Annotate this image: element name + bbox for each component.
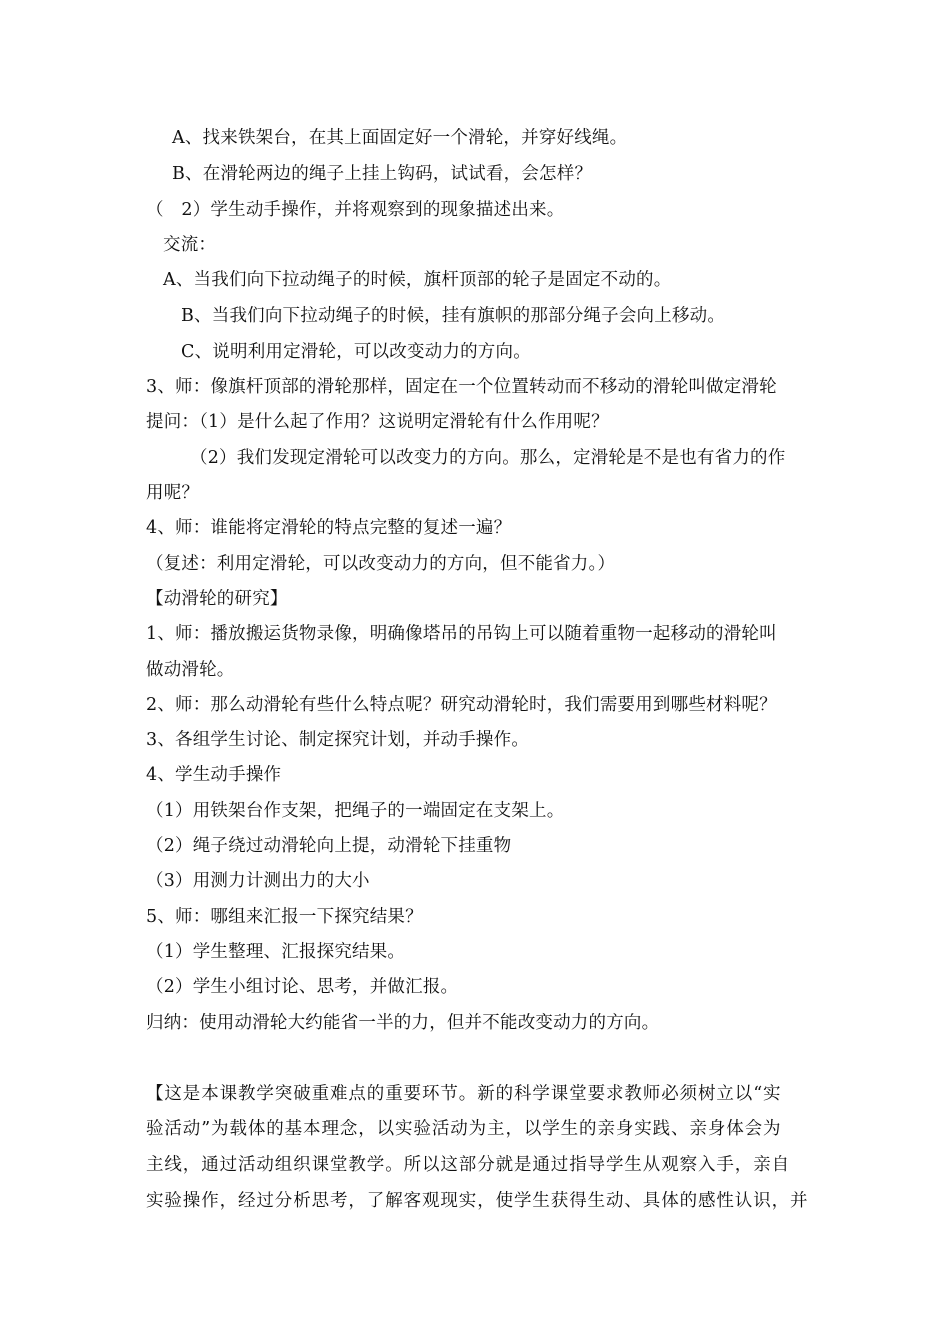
text-line: 1、师：播放搬运货物录像，明确像塔吊的吊钩上可以随着重物一起移动的滑轮叫 [146, 624, 777, 644]
text-line: C、说明利用定滑轮，可以改变动力的方向。 [181, 342, 531, 362]
text-line: 4、学生动手操作 [146, 765, 282, 785]
text-line: （2）我们发现定滑轮可以改变力的方向。那么，定滑轮是不是也有省力的作 [190, 448, 786, 468]
text-line: B、在滑轮两边的绳子上挂上钩码，试试看，会怎样？ [172, 164, 593, 184]
text-line: B、当我们向下拉动绳子的时候，挂有旗帜的那部分绳子会向上移动。 [181, 306, 726, 326]
text-line: A、当我们向下拉动绳子的时候，旗杆顶部的轮子是固定不动的。 [163, 270, 672, 290]
text-line: 实验操作，经过分析思考，了解客观现实，使学生获得生动、具体的感性认识，并 [146, 1191, 809, 1211]
text-line: （ 2）学生动手操作，并将观察到的现象描述出来。 [146, 200, 565, 220]
text-line: （复述：利用定滑轮，可以改变动力的方向，但不能省力。） [146, 554, 616, 574]
text-line: （2）学生小组讨论、思考，并做汇报。 [146, 977, 459, 997]
text-line: 4、师：谁能将定滑轮的特点完整的复述一遍？ [146, 518, 512, 538]
text-line: 做动滑轮。 [146, 660, 235, 680]
text-line: 主线，通过活动组织课堂教学。所以这部分就是通过指导学生从观察入手，亲自 [146, 1155, 790, 1175]
text-line: 3、各组学生讨论、制定探究计划，并动手操作。 [146, 730, 530, 750]
text-line: （2）绳子绕过动滑轮向上提，动滑轮下挂重物 [146, 836, 512, 856]
text-line: 5、师：哪组来汇报一下探究结果？ [146, 907, 423, 927]
text-line: 归纳：使用动滑轮大约能省一半的力，但并不能改变动力的方向。 [146, 1013, 660, 1033]
text-line: 2、师：那么动滑轮有些什么特点呢？研究动滑轮时，我们需要用到哪些材料呢？ [146, 695, 777, 715]
section-heading: 【动滑轮的研究】 [146, 589, 288, 609]
text-line: 提问：（1）是什么起了作用？这说明定滑轮有什么作用呢？ [146, 412, 609, 432]
text-line: 3、师：像旗杆顶部的滑轮那样，固定在一个位置转动而不移动的滑轮叫做定滑轮 [146, 377, 777, 397]
text-line: （1）学生整理、汇报探究结果。 [146, 942, 406, 962]
text-line: （3）用测力计测出力的大小 [146, 871, 370, 891]
text-line: 交流： [163, 235, 217, 255]
text-line: 验活动”为载体的基本理念，以实验活动为主，以学生的亲身实践、亲身体会为 [146, 1119, 782, 1139]
text-line: A、找来铁架台，在其上面固定好一个滑轮，并穿好线绳。 [172, 128, 628, 148]
text-line: 用呢？ [146, 483, 200, 503]
text-line: 【这是本课教学突破重难点的重要环节。新的科学课堂要求教师必须树立以“实 [146, 1084, 782, 1104]
text-line: （1）用铁架台作支架，把绳子的一端固定在支架上。 [146, 801, 565, 821]
